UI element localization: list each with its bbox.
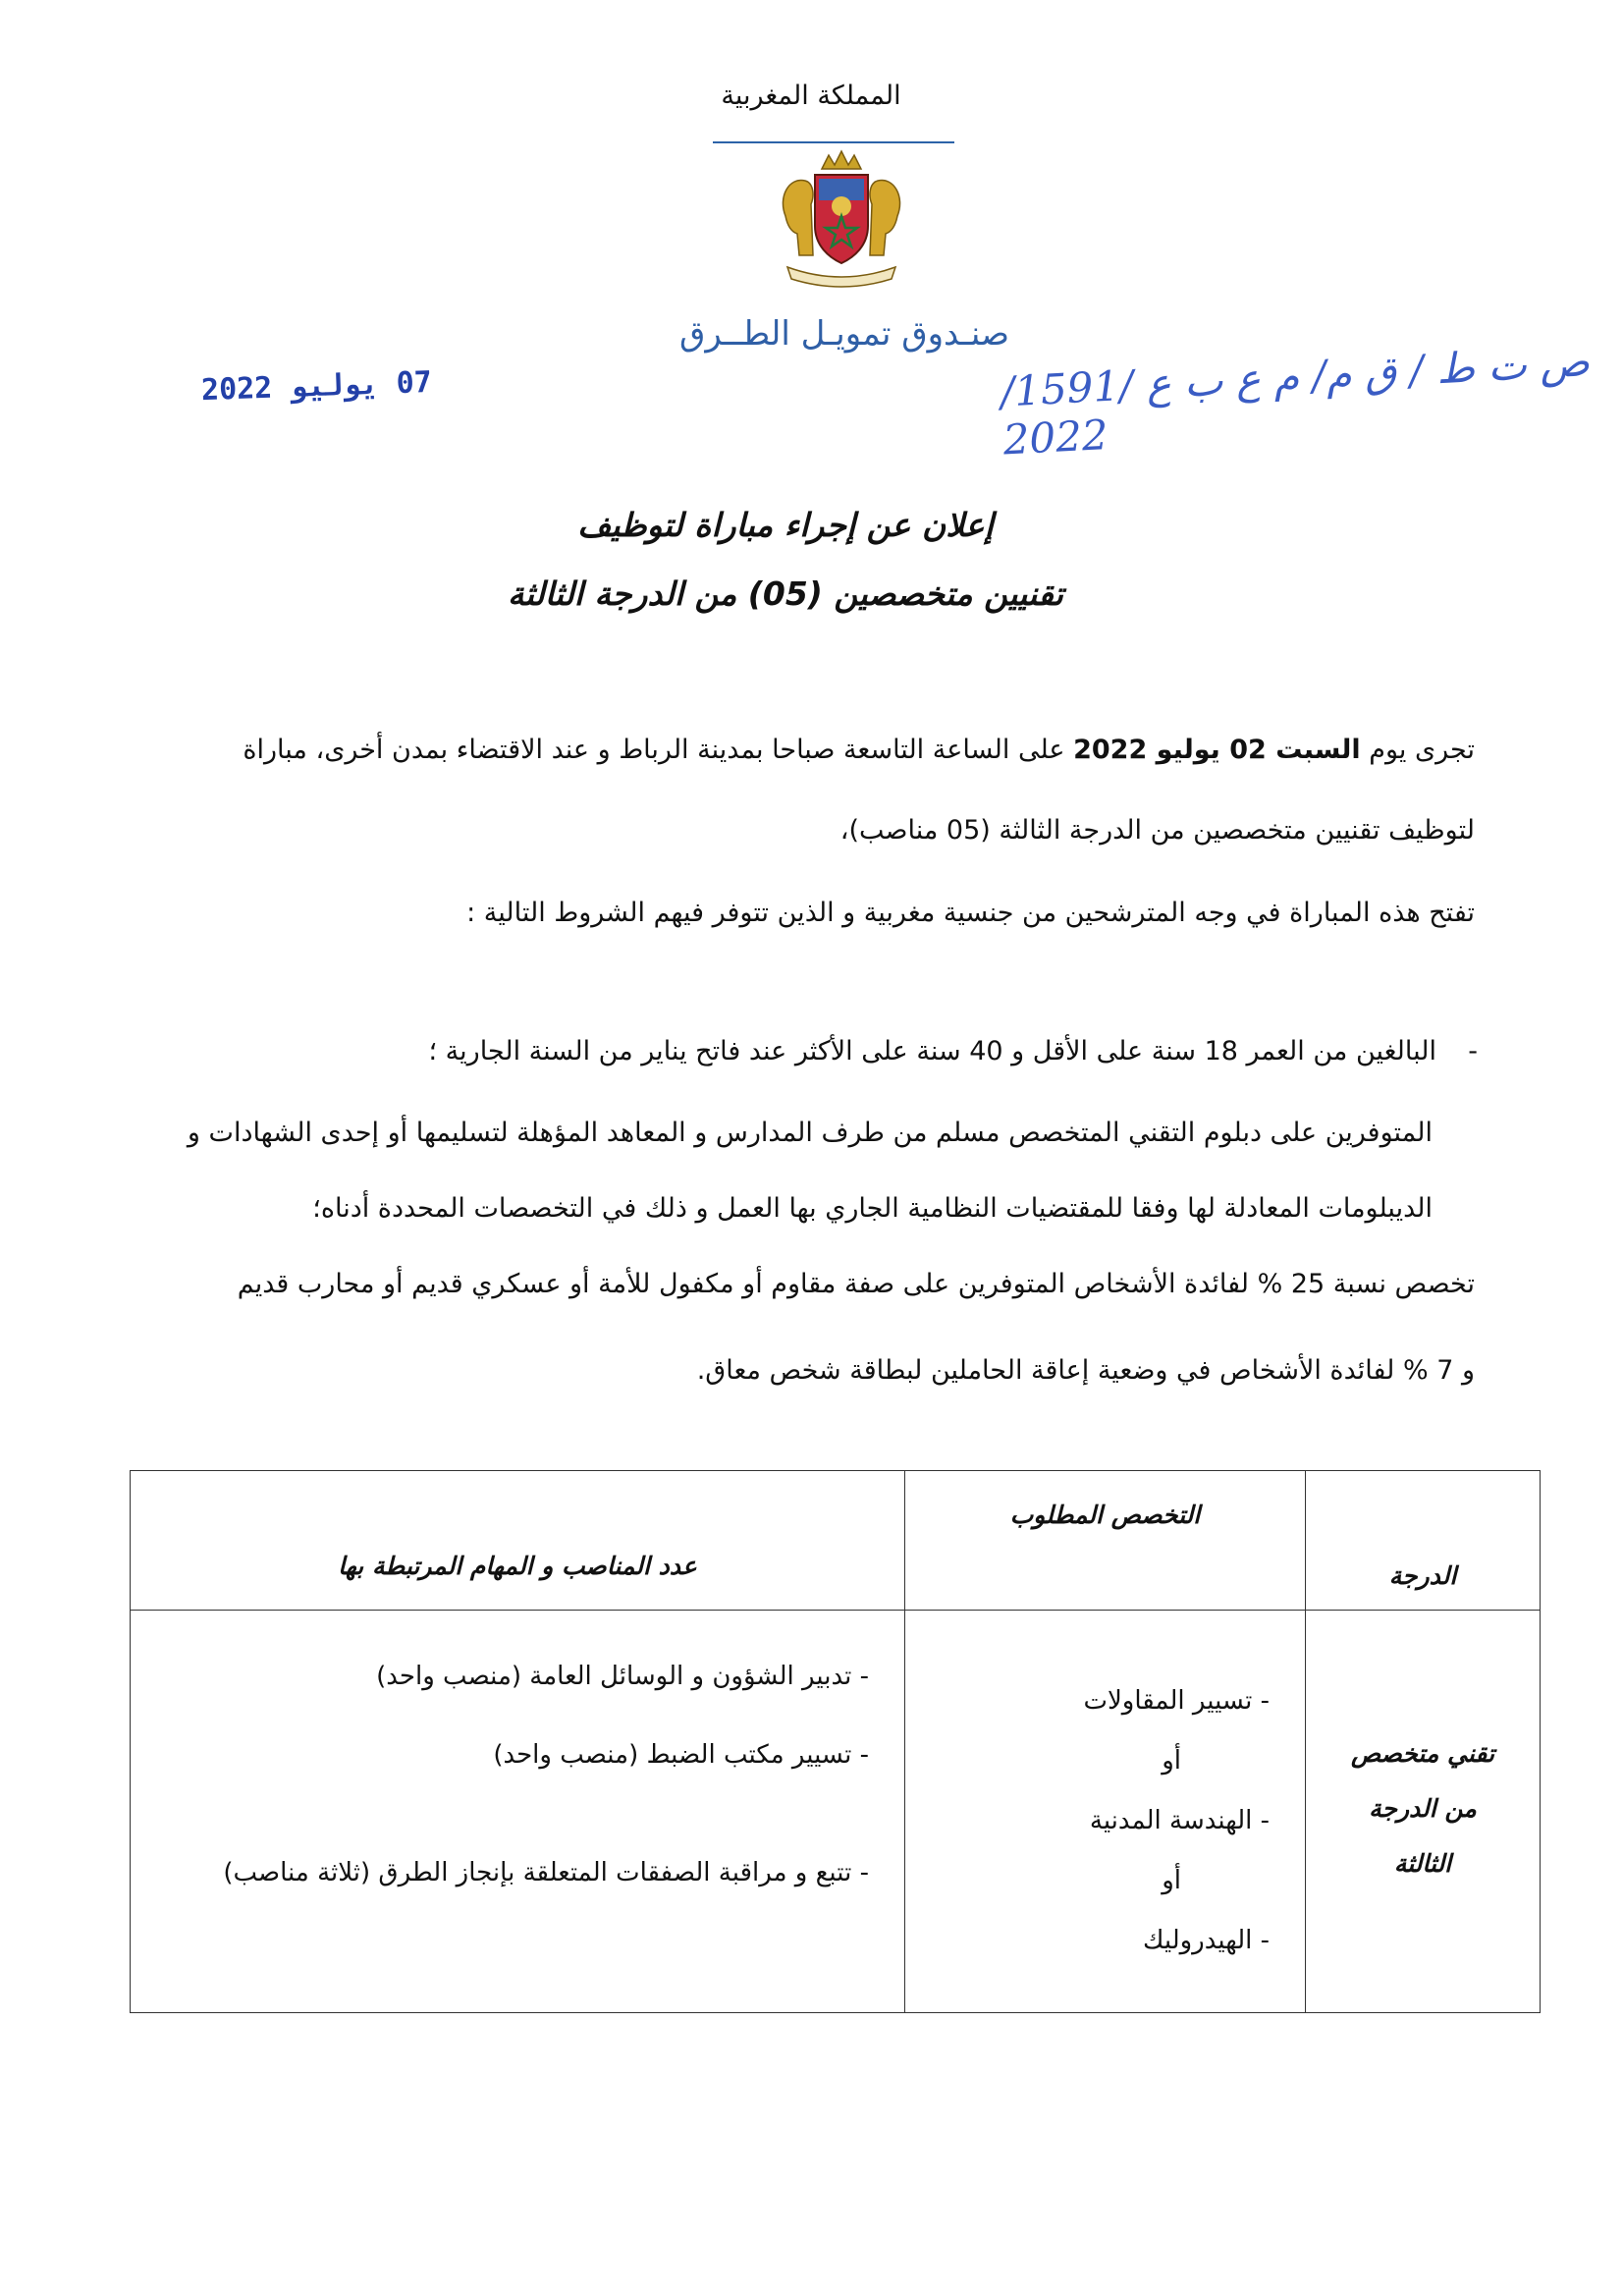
paragraph-text: على الساعة التاسعة صباحا بمدينة الرباط و عند الاقتضاء بمدن أخرى، مباراة [243, 735, 1074, 765]
paragraph-conditions-intro: تفتح هذه المباراة في وجه المترشحين من جنسية مغربية و الذين تتوفر فيهم الشروط التالية : [466, 898, 1475, 928]
morocco-coat-of-arms-icon [768, 147, 915, 295]
grade-cell [1306, 1611, 1541, 2013]
announcement-title: إعلان عن إجراء مباراة لتوظيف [577, 506, 994, 544]
specialty-or: أو [1162, 1746, 1181, 1776]
reference-number-stamp: ص ت ط / ق م/ م ع ب ع /1591/ 2022 [999, 337, 1592, 465]
header-grade: الدرجة [1306, 1471, 1541, 1611]
exam-date: السبت 02 يوليو 2022 [1073, 735, 1361, 765]
kingdom-header: المملكة المغربية [721, 81, 901, 111]
date-stamp: 07 يوليو 2022 [200, 364, 433, 409]
bullet-dash: - [1468, 1036, 1478, 1066]
tasks-cell [131, 1611, 905, 2013]
grade-line: من الدرجة [1369, 1794, 1477, 1823]
header-underline [713, 141, 954, 143]
specialty-item: - تسيير المقاولات [1083, 1686, 1270, 1716]
paragraph-text: تجرى يوم [1360, 735, 1475, 765]
condition-diploma: المتوفرين على دبلوم التقني المتخصص مسلم من طرف المدارس و المعاهد المؤهلة لتسليمها أو إحدى الشهادات و [187, 1118, 1433, 1148]
paragraph-positions: لتوظيف تقنيين متخصصين من الدرجة الثالثة (05 مناصب)، [839, 815, 1475, 846]
specialty-item: - الهندسة المدنية [1089, 1806, 1270, 1835]
grade-line: الثالثة [1393, 1849, 1452, 1878]
table-header-row [131, 1471, 1541, 1611]
specialty-item: - الهيدروليك [1142, 1926, 1270, 1955]
paragraph-quota: تخصص نسبة 25 % لفائدة الأشخاص المتوفرين على صفة مقاوم أو مكفول للأمة أو عسكري قديم أو محارب قديم [237, 1269, 1475, 1299]
task-item: - تدبير الشؤون و الوسائل العامة (منصب واحد) [376, 1662, 869, 1691]
condition-diploma-continued: الديبلومات المعادلة لها وفقا للمقتضيات النظامية الجاري بها العمل و ذلك في التخصصات المحددة أدناه؛ [312, 1193, 1433, 1224]
task-item: - تتبع و مراقبة الصفقات المتعلقة بإنجاز الطرق (ثلاثة مناصب) [223, 1858, 869, 1887]
announcement-subtitle: تقنيين متخصصين (05) من الدرجة الثالثة [508, 574, 1063, 613]
paragraph-quota-disability: و 7 % لفائدة الأشخاص في وضعية إعاقة الحاملين لبطاقة شخص معاق. [696, 1355, 1475, 1386]
header-specialty: التخصص المطلوب [905, 1471, 1306, 1611]
grade-line: تقني متخصص [1350, 1739, 1495, 1768]
fund-name: صنـدوق تمويـل الطــرق [679, 314, 1009, 354]
specialty-cell [905, 1611, 1306, 2013]
condition-age: البالغين من العمر 18 سنة على الأقل و 40 سنة على الأكثر عند فاتح يناير من السنة الجارية ؛ [428, 1036, 1436, 1066]
paragraph-exam-date [100, 735, 1475, 765]
header-positions: عدد المناصب و المهام المرتبطة بها [131, 1471, 905, 1611]
task-item: - تسيير مكتب الضبط (منصب واحد) [493, 1740, 869, 1770]
specialty-or: أو [1162, 1866, 1181, 1895]
positions-table [130, 1470, 1541, 2013]
table-row [131, 1611, 1541, 2013]
